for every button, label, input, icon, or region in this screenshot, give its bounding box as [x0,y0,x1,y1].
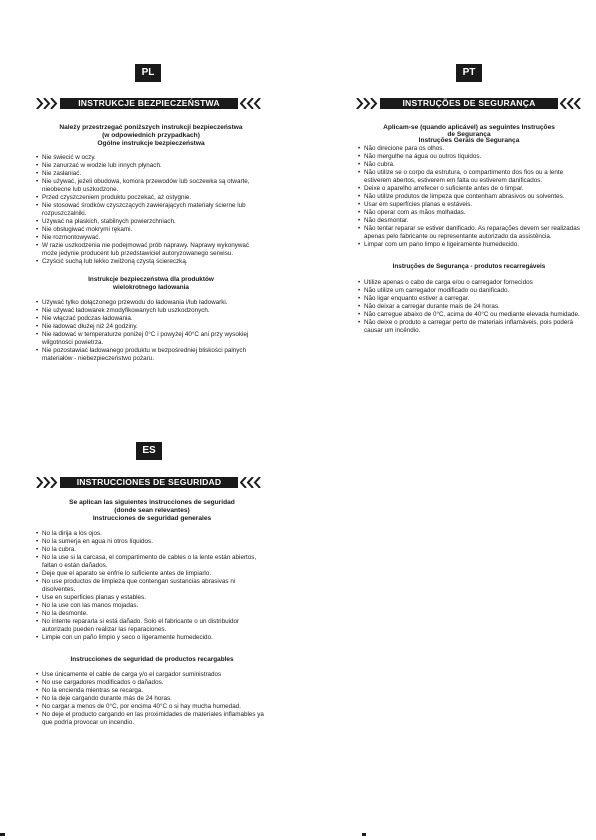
list-item: • No la use con las manos mojadas. [36,602,268,610]
chevron-left-icon [240,476,262,488]
subhead-line: wielokrotnego ładowania [113,284,189,292]
list-item: • No la deje cargando durante más de 24 horas. [36,695,268,703]
list-item: • Não utilize um carregador modificado ou danificado. [358,287,580,295]
lang-badge-es: ES [136,442,162,460]
list-item: • Limpar com um pano limpo e ligeiramente humedecido. [358,241,580,249]
section-heading-pt: INSTRUÇÕES DE SEGURANÇA [380,98,558,109]
list-item: • Nie obsługiwać mokrymi rękami. [36,226,266,234]
list-item: • Utilize apenas o cabo de carga e/ou o carregador fornecidos [358,279,580,287]
list-item: • Nie używać, jeżeli obudowa, komora przewodów lub soczewka są otwarte, nieobecne lub uszkodzone. [36,178,266,194]
list-item: • Czyścić suchą lub lekko zwilżoną czystą ściereczką. [36,258,266,266]
intro-line: Instruções Gerais de Segurança [418,137,520,145]
list-item: • Deixe o aparelho arrefecer o suficiente antes de o limpar. [358,185,580,193]
list-item: • Limpie con un paño limpio y seco o ligeramente humedecido. [36,634,268,642]
intro-pt [358,124,580,144]
list-item: • Não desmontar. [358,217,580,225]
list-item: • W razie uszkodzenia nie podejmować prób naprawy. Naprawy wykonywać może jedynie producent lub przedstawiciel autoryzowanego serwisu. [36,242,266,258]
list-item: • Não utilize produtos de limpeza que contenham abrasivos ou solventes. [358,193,580,201]
intro-line: Se aplican las siguientes instrucciones de seguridad [69,499,235,506]
list-item: • Não cubra. [358,161,580,169]
list-item: • No la sumerja en agua ni otros líquidos. [36,538,268,546]
rechargeable-title-es [36,656,268,664]
chevron-right-icon [36,97,58,109]
list-item: • No use productos de limpieza que contengan sustancias abrasivas ni disolventes. [36,578,268,594]
list-item: • Não utilize se o corpo da estrutura, o compartimento dos fios ou a lente estiverem abertos, estiverem em falta ou estiverem danificados. [358,169,580,185]
rechargeable-list-es [36,671,268,727]
intro-pl [36,124,266,148]
section-heading-pl: INSTRUKCJE BEZPIECZEŃSTWA [60,98,238,109]
subhead-line: Instrucciones de seguridad de productos recargables [70,656,234,664]
list-item: • No deje el producto cargando en las proximidades de materiales inflamables ya que podría provocar un incendio. [36,711,268,727]
heading-row-pt [356,97,582,109]
list-item: • Não mergulhe na água ou outros líquidos. [358,153,580,161]
list-item: • Não operar com as mãos molhadas. [358,209,580,217]
subhead-line: Instrukcje bezpieczeństwa dla produktów [88,276,214,284]
section-es [36,499,268,727]
lang-badge-pl: PL [135,64,161,82]
intro-line: Aplicam-se (quando aplicável) as seguintes Instruções [383,124,555,131]
heading-row-pl [36,97,262,109]
list-item: • Não ligar enquanto estiver a carregar. [358,295,580,303]
list-item: • No cargar a menos de 0°C, por encima 40°C o si hay mucha humedad. [36,703,268,711]
rechargeable-list-pt [358,279,580,335]
chevron-right-icon [36,476,58,488]
subhead-line: Instruções de Segurança - produtos recarregáveis [392,263,546,271]
list-item: • Usar em superfícies planas e estáveis. [358,201,580,209]
list-item: • Deje que el aparato se enfríe lo suficiente antes de limpiarlo. [36,570,268,578]
section-pl [36,124,266,363]
rechargeable-title-pt [358,263,580,271]
section-pt [358,124,580,335]
list-item: • Não direcione para os olhos. [358,145,580,153]
list-item: • Nie używać ładowarek zmodyfikowanych lub uszkodzonych. [36,307,266,315]
list-item: • Não carregue abaixo de 0°C, acima de 40°C ou mediante elevada humidade. [358,311,580,319]
general-list-pt [358,145,580,249]
chevron-left-icon [240,97,262,109]
list-item: • Não deixe o produto a carregar perto de materiais inflamáveis, pois poderá causar um incêndio. [358,319,580,335]
list-item: • Use únicamente el cable de carga y/o el cargador suministrados [36,671,268,679]
list-item: • Use en superficies planas y estables. [36,594,268,602]
list-item: • Nie rozmontowywać. [36,234,266,242]
general-list-pl [36,154,266,266]
list-item: • Nie świecić w oczy. [36,154,266,162]
list-item: • No intente repararla si está dañado. Solo el fabricante o un distribuidor autorizado pueden realizar las reparaciones. [36,618,268,634]
intro-line: Instrucciones de seguridad generales [92,515,212,523]
list-item: • No use cargadores modificados o dañados. [36,679,268,687]
list-item: • Nie włączać podczas ładowania. [36,315,266,323]
general-list-es [36,530,268,642]
lang-badge-pt: PT [456,64,482,82]
intro-line: (donde sean relevantes) [114,507,190,515]
list-item: • Nie ładować w temperaturze poniżej 0°C i powyżej 40°C ani przy wysokiej wilgotności powietrza. [36,331,266,347]
rechargeable-list-pl [36,299,266,363]
page-edge-mark [362,833,366,836]
list-item: • Nie zanurzać w wodzie lub innych płynach. [36,162,266,170]
list-item: • Używać na płaskich, stabilnych powierzchniach. [36,218,266,226]
chevron-right-icon [356,97,378,109]
list-item: • Nie pozostawiać ładowanego produktu w bezpośredniej bliskości palnych materiałów - niebezpieczeństwo pożaru. [36,347,266,363]
list-item: • No la dirija a los ojos. [36,530,268,538]
list-item: • Não deixar a carregar durante mais de 24 horas. [358,303,580,311]
intro-line: (w odpowiednich przypadkach) [102,132,200,140]
intro-line: Należy przestrzegać poniższych instrukcji bezpieczeństwa [59,124,243,131]
list-item: • Nie stosować środków czyszczących zawierających materiały ścierne lub rozpuszczalniki. [36,202,266,218]
intro-line: de Segurança [447,131,491,139]
list-item: • Używać tylko dołączonego przewodu do ładowania i/lub ładowarki. [36,299,266,307]
intro-es [36,499,268,523]
rechargeable-title-pl [36,276,266,292]
list-item: • No la use si la carcasa, el compartimento de cables o la lente están abiertos, faltan o están dañados. [36,554,268,570]
list-item: • No la encienda mientras se recarga. [36,687,268,695]
heading-row-es [36,476,262,488]
list-item: • No la desmonte. [36,610,268,618]
list-item: • Não tentar reparar se estiver danificado. As reparações devem ser realizadas apenas pelo fabricante ou representante autorizado da assistência. [358,225,580,241]
chevron-left-icon [560,97,582,109]
list-item: • No la cubra. [36,546,268,554]
intro-line: Ogólne instrukcje bezpieczeństwa [97,140,205,148]
list-item: • Nie zasłaniać. [36,170,266,178]
list-item: • Nie ładować dłużej niż 24 godziny. [36,323,266,331]
list-item: • Przed czyszczeniem produktu poczekać, aż ostygnie. [36,194,266,202]
section-heading-es: INSTRUCCIONES DE SEGURIDAD [60,477,238,488]
page-edge-mark [0,833,5,836]
